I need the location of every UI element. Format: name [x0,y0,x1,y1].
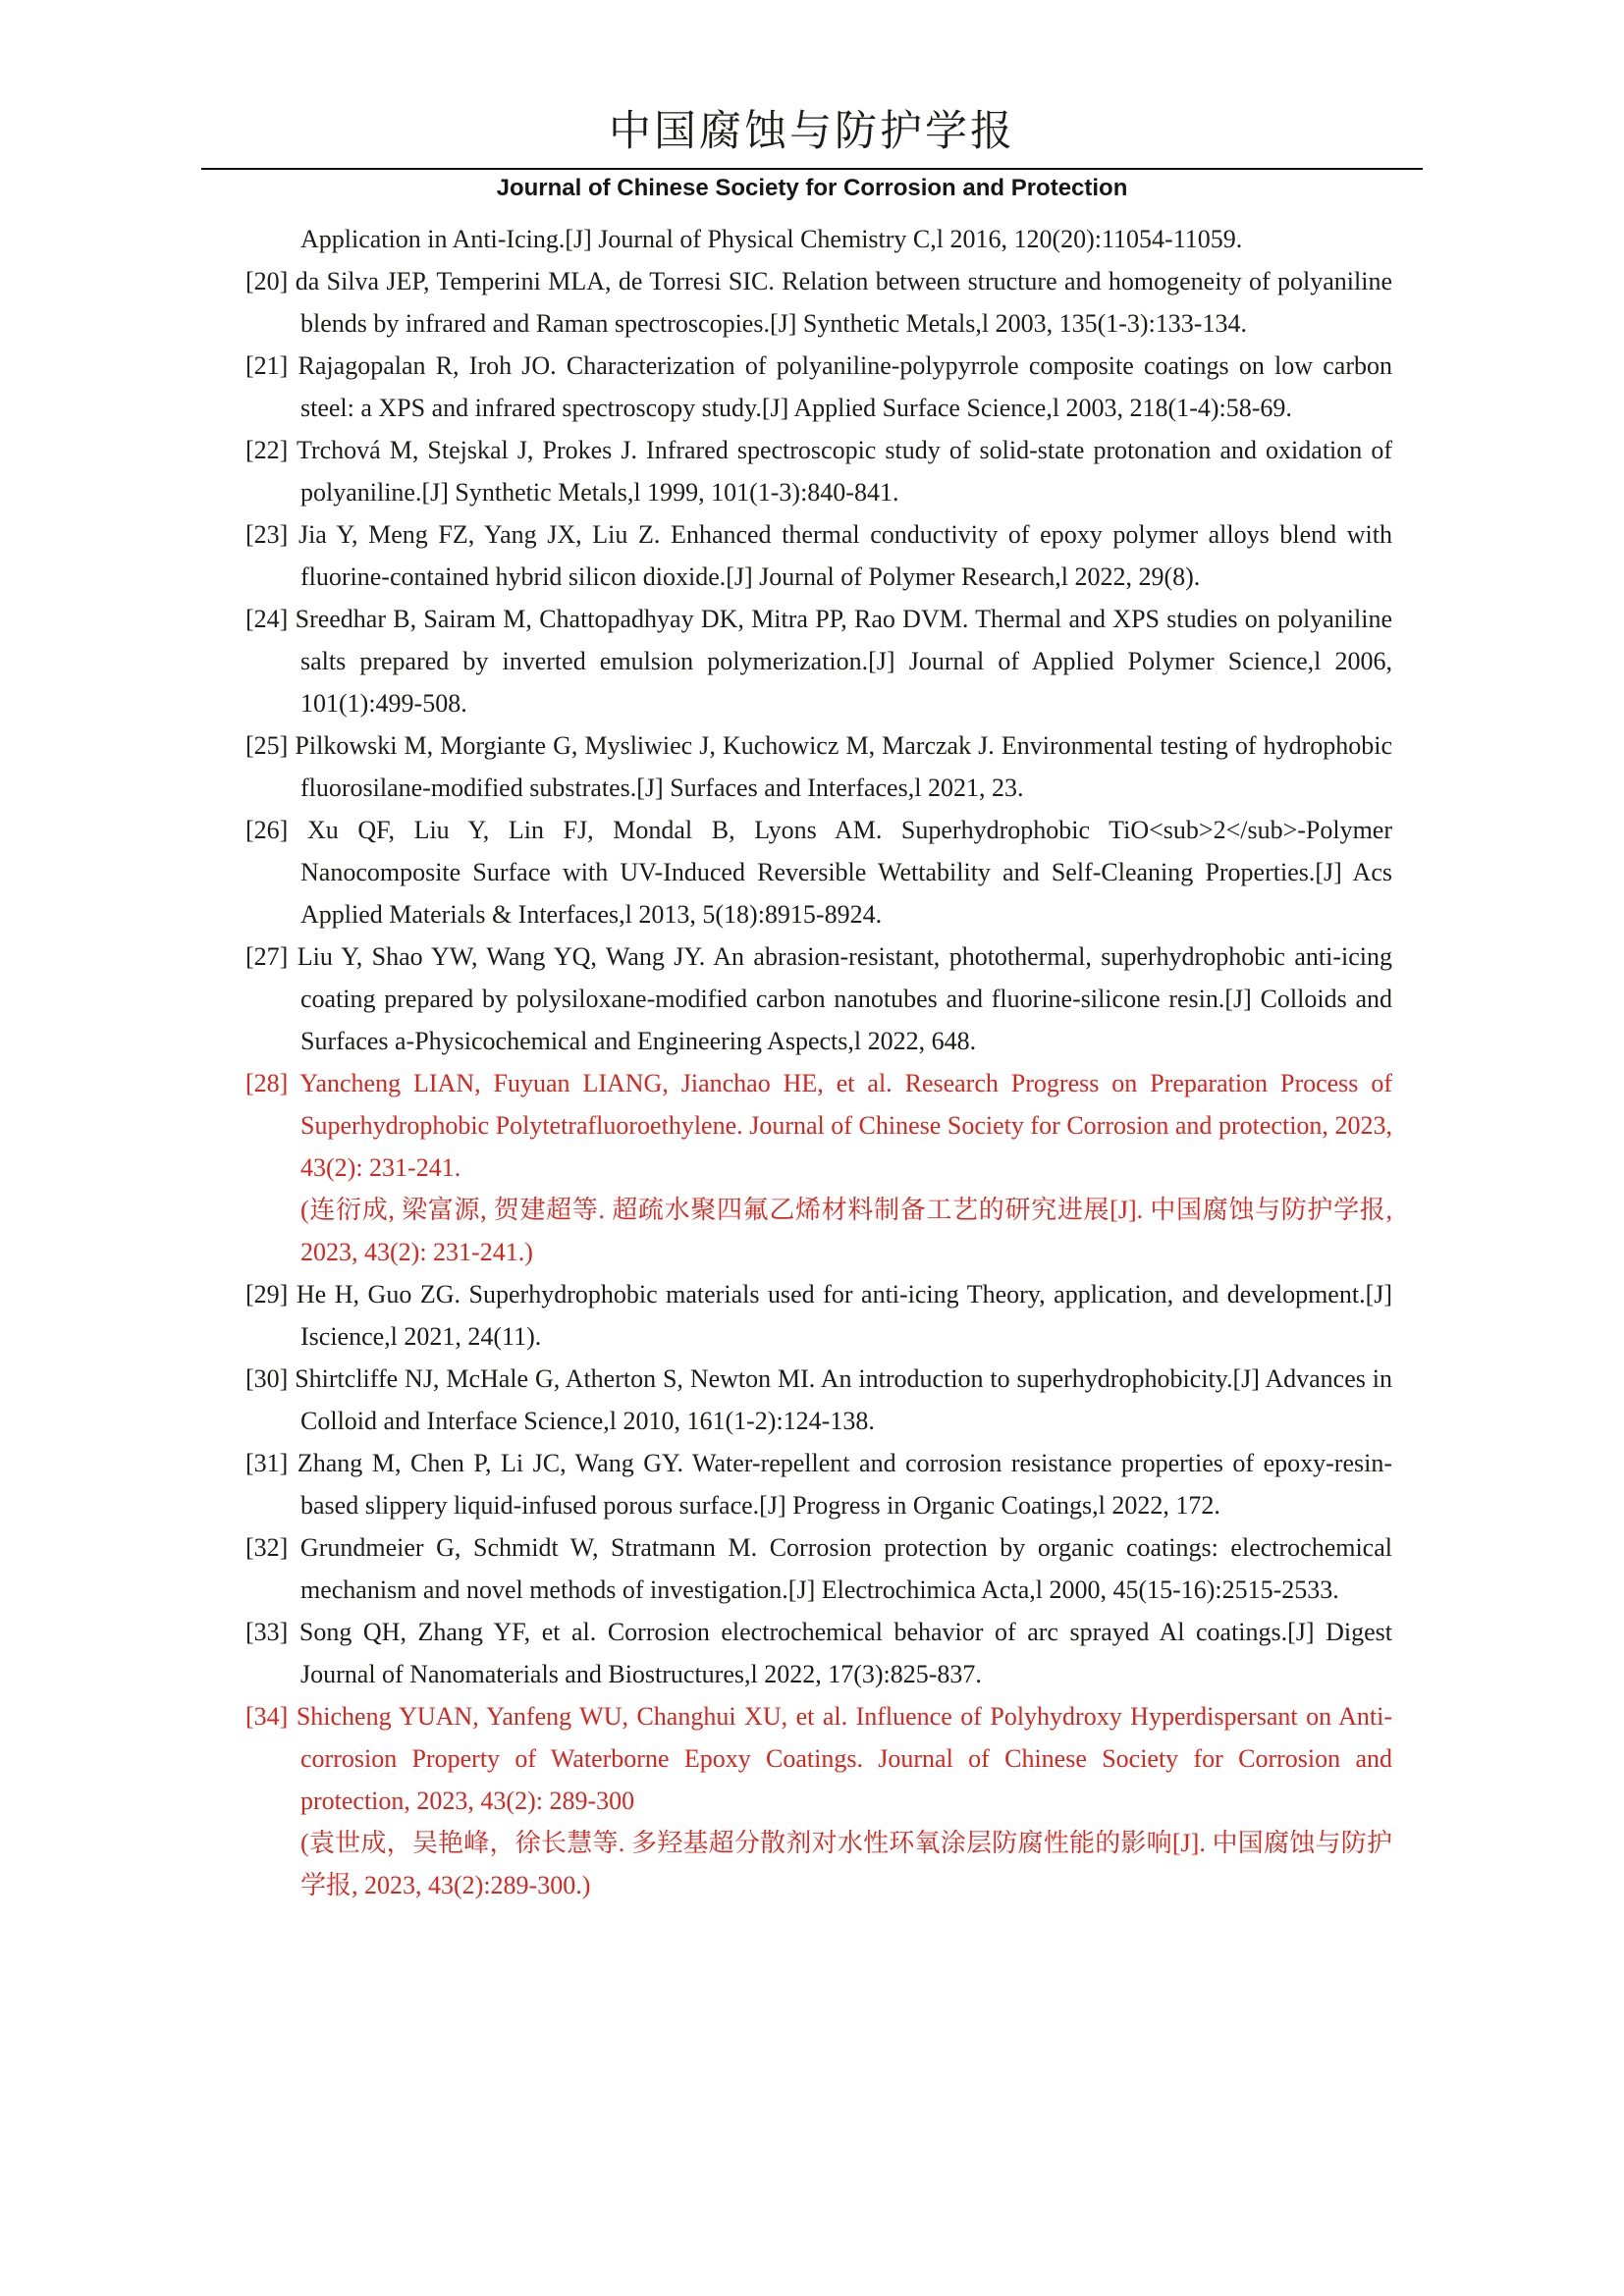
reference-number: [25] [245,731,289,761]
reference-number: [30] [245,1364,289,1394]
reference-text: Zhang M, Chen P, Li JC, Wang GY. Water-repellent and corrosion resistance properties of epoxy-resin-based slippery liquid-infused porous surface.[J] Progress in Organic Coatings,l 2022, 172. [297,1449,1393,1521]
reference-number: [24] [245,605,289,634]
reference-number: [21] [245,351,289,381]
journal-title-zh: 中国腐蚀与防护学报 [609,109,1015,155]
reference-number: [33] [245,1618,289,1647]
reference-number: [31] [245,1449,289,1478]
reference-item-highlighted [245,1695,1392,1906]
reference-item-highlighted [245,1062,1392,1273]
reference-item [245,1611,1392,1695]
reference-item [245,809,1392,935]
reference-translation-zh: (袁世成，吴艳峰，徐长慧等. 多羟基超分散剂对水性环氧涂层防腐性能的影响[J]. 中国腐蚀与防护学报, 2023, 43(2):289-300.) [300,1829,1392,1900]
references-list [245,218,1392,1906]
reference-item [245,1442,1392,1526]
page-header [0,0,1624,202]
reference-translation-zh: (连衍成, 梁富源, 贺建超等. 超疏水聚四氟乙烯材料制备工艺的研究进展[J]. 中国腐蚀与防护学报, 2023, 43(2): 231-241.) [300,1196,1392,1267]
reference-text: Shicheng YUAN, Yanfeng WU, Changhui XU, et al. Influence of Polyhydroxy Hyperdispersant on Anti-corrosion Property of Waterborne Epoxy Coatings. Journal of Chinese Society for Corrosion and protection, 2023, 43(2): 289-300 [296,1702,1392,1816]
reference-number: [28] [245,1069,289,1098]
reference-item [245,1526,1392,1611]
reference-item [245,345,1392,429]
header-rule [201,168,1423,170]
reference-item [245,1273,1392,1358]
reference-text: Sreedhar B, Sairam M, Chattopadhyay DK, Mitra PP, Rao DVM. Thermal and XPS studies on polyaniline salts prepared by inverted emulsion polymerization.[J] Journal of Applied Polymer Science,l 2006, 101(1):499-508. [295,605,1393,719]
reference-text: Liu Y, Shao YW, Wang YQ, Wang JY. An abrasion-resistant, photothermal, superhydrophobic anti-icing coating prepared by polysiloxane-modified carbon nanotubes and fluorine-silicone resin.[J] Colloids and Surfaces a-Physicochemical and Engineering Aspects,l 2022, 648. [297,942,1392,1056]
reference-item [245,513,1392,598]
reference-item [245,935,1392,1062]
reference-item [245,724,1392,809]
reference-item [245,1358,1392,1442]
reference-text: Rajagopalan R, Iroh JO. Characterization of polyaniline-polypyrrole composite coatings on low carbon steel: a XPS and infrared spectroscopy study.[J] Applied Surface Science,l 2003, 218(1-4):58-69. [298,351,1392,423]
reference-item [245,260,1392,345]
reference-number: [26] [245,816,289,845]
reference-number: [29] [245,1280,289,1309]
reference-text: Pilkowski M, Morgiante G, Mysliwiec J, Kuchowicz M, Marczak J. Environmental testing of hydrophobic fluorosilane-modified substrates.[J] Surfaces and Interfaces,l 2021, 23. [295,731,1392,803]
reference-text: Jia Y, Meng FZ, Yang JX, Liu Z. Enhanced thermal conductivity of epoxy polymer alloys blend with fluorine-contained hybrid silicon dioxide.[J] Journal of Polymer Research,l 2022, 29(8). [298,520,1392,592]
reference-text: Song QH, Zhang YF, et al. Corrosion electrochemical behavior of arc sprayed Al coatings.[J] Digest Journal of Nanomaterials and Biostructures,l 2022, 17(3):825-837. [298,1618,1393,1689]
reference-text: Shirtcliffe NJ, McHale G, Atherton S, Newton MI. An introduction to superhydrophobicity.[J] Advances in Colloid and Interface Science,l 2010, 161(1-2):124-138. [295,1364,1392,1436]
reference-number: [22] [245,436,289,465]
reference-number: [32] [245,1533,289,1563]
reference-number: [23] [245,520,289,550]
reference-text: He H, Guo ZG. Superhydrophobic materials used for anti-icing Theory, application, and development.[J] Iscience,l 2021, 24(11). [296,1280,1393,1352]
reference-number: [27] [245,942,289,972]
reference-continuation: Application in Anti-Icing.[J] Journal of Physical Chemistry C,l 2016, 120(20):11054-11059. [300,225,1243,254]
journal-title-en: Journal of Chinese Society for Corrosion and Protection [496,175,1128,202]
reference-item [245,429,1392,513]
reference-text: Xu QF, Liu Y, Lin FJ, Mondal B, Lyons AM. Superhydrophobic TiO<sub>2</sub>-Polymer Nanocomposite Surface with UV-Induced Reversible Wettability and Self-Cleaning Properties.[J] Acs Applied Materials & Interfaces,l 2013, 5(18):8915-8924. [300,816,1392,930]
reference-item [245,598,1392,724]
reference-number: [20] [245,267,289,296]
reference-number: [34] [245,1702,289,1732]
reference-text: Yancheng LIAN, Fuyuan LIANG, Jianchao HE, et al. Research Progress on Preparation Process of Superhydrophobic Polytetrafluoroethylene. Journal of Chinese Society for Corrosion and protection, 2023, 43(2): 231-241. [299,1069,1392,1183]
reference-text: Trchová M, Stejskal J, Prokes J. Infrared spectroscopic study of solid-state protonation and oxidation of polyaniline.[J] Synthetic Metals,l 1999, 101(1-3):840-841. [296,436,1393,507]
reference-text: da Silva JEP, Temperini MLA, de Torresi SIC. Relation between structure and homogeneity of polyaniline blends by infrared and Raman spectroscopies.[J] Synthetic Metals,l 2003, 135(1-3):133-134. [295,267,1393,339]
reference-text: Grundmeier G, Schmidt W, Stratmann M. Corrosion protection by organic coatings: electrochemical mechanism and novel methods of investigation.[J] Electrochimica Acta,l 2000, 45(15-16):2515-2533. [299,1533,1392,1605]
